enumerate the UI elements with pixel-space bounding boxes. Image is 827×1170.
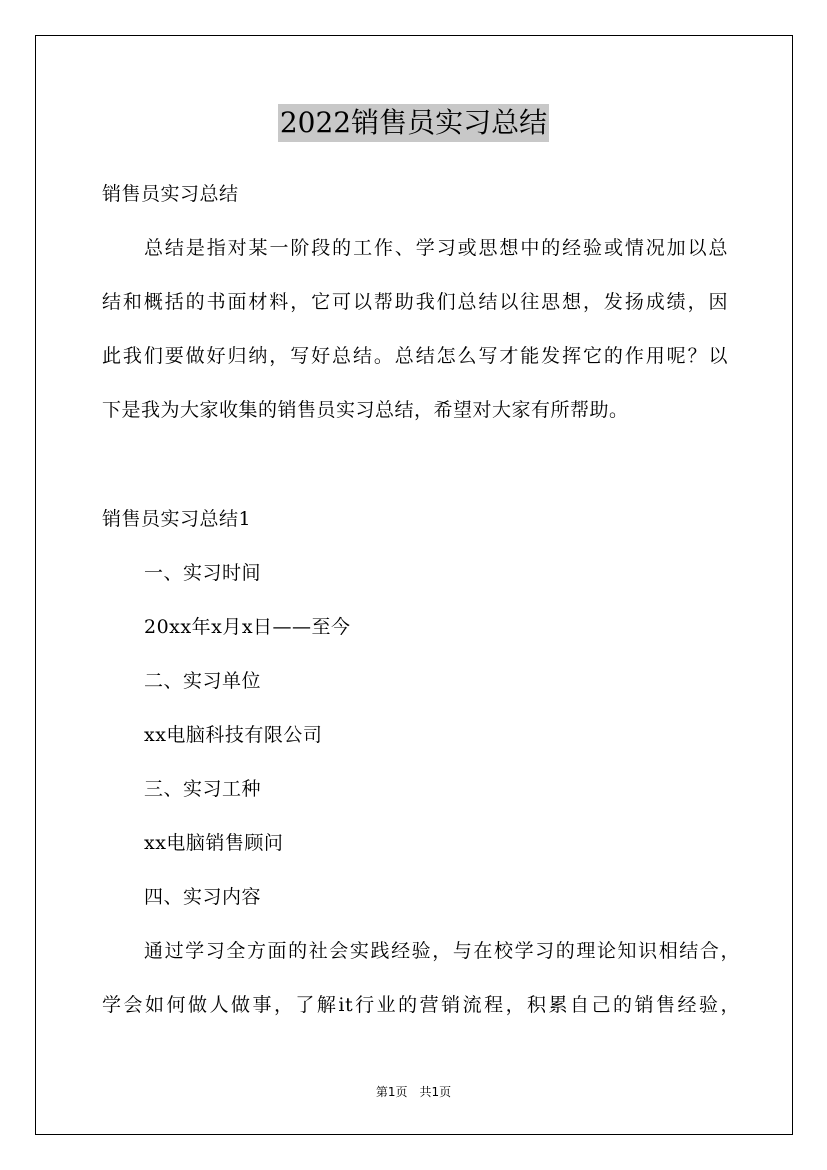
section-heading: 销售员实习总结1 [102, 508, 252, 530]
item-internship-time-heading: 一、实习时间 [144, 562, 262, 584]
document-title: 2022销售员实习总结 [278, 104, 549, 142]
item-job-type-value: xx电脑销售顾问 [144, 832, 284, 854]
item-job-type-heading: 三、实习工种 [144, 778, 262, 800]
item-internship-unit-value: xx电脑科技有限公司 [144, 724, 323, 746]
page-footer: 第1页 共1页 [375, 1085, 452, 1099]
intro-line-1: 总结是指对某一阶段的工作、学习或思想中的经验或情况加以总 [144, 237, 728, 259]
intro-line-4: 下是我为大家收集的销售员实习总结，希望对大家有所帮助。 [102, 399, 629, 421]
item-internship-unit-heading: 二、实习单位 [144, 670, 262, 692]
subtitle: 销售员实习总结 [102, 183, 239, 205]
intro-line-2: 结和概括的书面材料，它可以帮助我们总结以往思想，发扬成绩，因 [102, 291, 728, 313]
body-line-2: 学会如何做人做事，了解it行业的营销流程，积累自己的销售经验， [102, 994, 740, 1016]
body-line-1: 通过学习全方面的社会实践经验，与在校学习的理论知识相结合， [144, 940, 740, 962]
item-internship-time-value: 20xx年x月x日——至今 [144, 616, 351, 638]
intro-line-3: 此我们要做好归纳，写好总结。总结怎么写才能发挥它的作用呢？以 [102, 345, 728, 367]
title-container [0, 104, 827, 142]
item-content-heading: 四、实习内容 [144, 886, 262, 908]
